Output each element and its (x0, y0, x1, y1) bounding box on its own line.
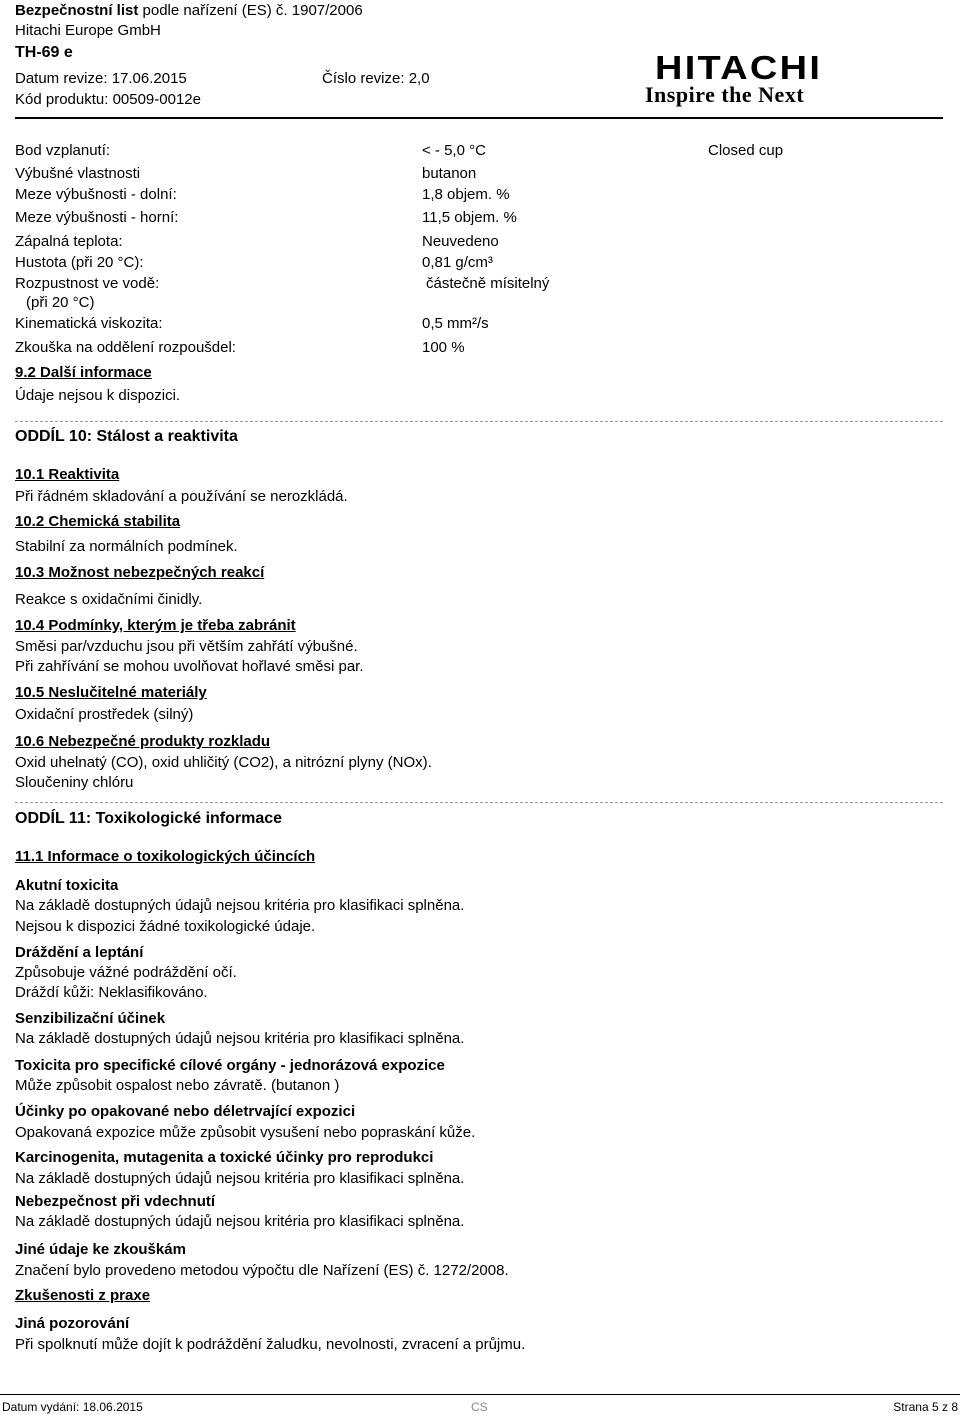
property-value: < - 5,0 °C (422, 142, 486, 159)
property-value: butanon (422, 165, 477, 182)
subsection-text: Stabilní za normálních podmínek. (15, 538, 238, 555)
product-code: Kód produktu: 00509-0012e (15, 91, 201, 108)
item-text: Značení bylo provedeno metodou výpočtu dle Nařízení (ES) č. 1272/2008. (15, 1262, 509, 1279)
property-value: částečně mísitelný (426, 275, 550, 292)
item-text: Při spolknutí může dojít k podráždění žaludku, nevolnosti, zvracení a průjmu. (15, 1336, 526, 1353)
property-label: Meze výbušnosti - dolní: (15, 186, 177, 203)
property-value: 11,5 objem. % (422, 209, 517, 226)
subsection-text: Při zahřívání se mohou uvolňovat hořlavé směsi par. (15, 658, 364, 675)
property-label-continued: (při 20 °C) (26, 294, 95, 311)
document-type: Bezpečnostní list (15, 2, 139, 19)
item-heading: Karcinogenita, mutagenita a toxické účinky pro reprodukci (15, 1149, 434, 1166)
header-divider (15, 117, 943, 119)
item-text: Nejsou k dispozici žádné toxikologické údaje. (15, 918, 316, 935)
section-title: ODDÍL 11: Toxikologické informace (15, 810, 283, 827)
property-value: 1,8 objem. % (422, 186, 510, 203)
property-label: Výbušné vlastnosti (15, 165, 141, 182)
property-note: Closed cup (708, 142, 784, 159)
property-value: 100 % (422, 339, 465, 356)
property-label: Zkouška na oddělení rozpoušdel: (15, 339, 236, 356)
property-label: Bod vzplanutí: (15, 142, 111, 159)
subsection-heading: 10.3 Možnost nebezpečných reakcí (15, 564, 265, 581)
item-heading: Toxicita pro specifické cílové orgány - jednorázová expozice (15, 1057, 445, 1074)
item-heading: Jiná pozorování (15, 1315, 130, 1332)
section-title: ODDÍL 10: Stálost a reaktivita (15, 428, 238, 445)
subsection-text: Oxid uhelnatý (CO), oxid uhličitý (CO2), a nitrózní plyny (NOx). (15, 754, 432, 771)
property-label: Kinematická viskozita: (15, 315, 163, 332)
item-text: Na základě dostupných údajů nejsou kritéria pro klasifikaci splněna. (15, 1030, 465, 1047)
logo-tagline: Inspire the Next (645, 82, 805, 107)
company-name: Hitachi Europe GmbH (15, 22, 161, 39)
item-text: Na základě dostupných údajů nejsou kritéria pro klasifikaci splněna. (15, 1170, 465, 1187)
subsection-heading: 10.4 Podmínky, kterým je třeba zabránit (15, 617, 296, 634)
item-heading: Účinky po opakované nebo déletrvající expozici (15, 1103, 356, 1120)
subsection-heading: 10.2 Chemická stabilita (15, 513, 181, 530)
subsection-heading: 10.5 Neslučitelné materiály (15, 684, 207, 701)
page-number: Strana 5 z 8 (893, 1400, 958, 1414)
language-code: CS (471, 1400, 488, 1414)
product-name: TH-69 e (15, 44, 73, 61)
item-heading: Jiné údaje ke zkouškám (15, 1241, 186, 1258)
issue-date: Datum vydání: 18.06.2015 (2, 1400, 143, 1414)
property-label: Hustota (při 20 °C): (15, 254, 144, 271)
subsection-text: Sloučeniny chlóru (15, 774, 134, 791)
section-divider (15, 802, 943, 803)
item-text: Opakovaná expozice může způsobit vysušení nebo popraskání kůže. (15, 1124, 476, 1141)
item-text: Dráždí kůži: Neklasifikováno. (15, 984, 208, 1001)
footer-divider (0, 1394, 960, 1395)
property-value: 0,81 g/cm³ (422, 254, 493, 271)
subsection-heading: 10.6 Nebezpečné produkty rozkladu (15, 733, 271, 750)
logo-brand: HITACHI (655, 49, 823, 86)
subsection-text: Reakce s oxidačními činidly. (15, 591, 203, 608)
property-label: Rozpustnost ve vodě: (15, 275, 160, 292)
item-text: Může způsobit ospalost nebo závratě. (butanon ) (15, 1077, 340, 1094)
subsection-text: Údaje nejsou k dispozici. (15, 387, 181, 404)
subsection-heading: 11.1 Informace o toxikologických účincích (15, 848, 316, 865)
property-value: 0,5 mm²/s (422, 315, 489, 332)
item-text: Způsobuje vážné podráždění očí. (15, 964, 237, 981)
revision-date: Datum revize: 17.06.2015 (15, 70, 187, 87)
subsection-heading: 10.1 Reaktivita (15, 466, 120, 483)
item-text: Na základě dostupných údajů nejsou kritéria pro klasifikaci splněna. (15, 1213, 465, 1230)
item-heading: Akutní toxicita (15, 877, 119, 894)
item-heading: Dráždění a leptání (15, 944, 144, 961)
item-heading: Senzibilizační účinek (15, 1010, 166, 1027)
subsection-text: Při řádném skladování a používání se nerozkládá. (15, 488, 348, 505)
subsection-heading: 9.2 Další informace (15, 364, 152, 381)
property-label: Zápalná teplota: (15, 233, 123, 250)
subsection-text: Oxidační prostředek (silný) (15, 706, 194, 723)
property-value: Neuvedeno (422, 233, 499, 250)
item-heading: Zkušenosti z praxe (15, 1287, 151, 1304)
document-header-title (15, 2, 363, 20)
section-divider (15, 421, 943, 422)
item-text: Na základě dostupných údajů nejsou kritéria pro klasifikaci splněna. (15, 897, 465, 914)
subsection-text: Směsi par/vzduchu jsou při větším zahřátí výbušné. (15, 638, 358, 655)
regulation-reference: podle nařízení (ES) č. 1907/2006 (142, 2, 363, 19)
property-label: Meze výbušnosti - horní: (15, 209, 179, 226)
revision-number: Číslo revize: 2,0 (322, 70, 430, 87)
item-heading: Nebezpečnost při vdechnutí (15, 1193, 216, 1210)
